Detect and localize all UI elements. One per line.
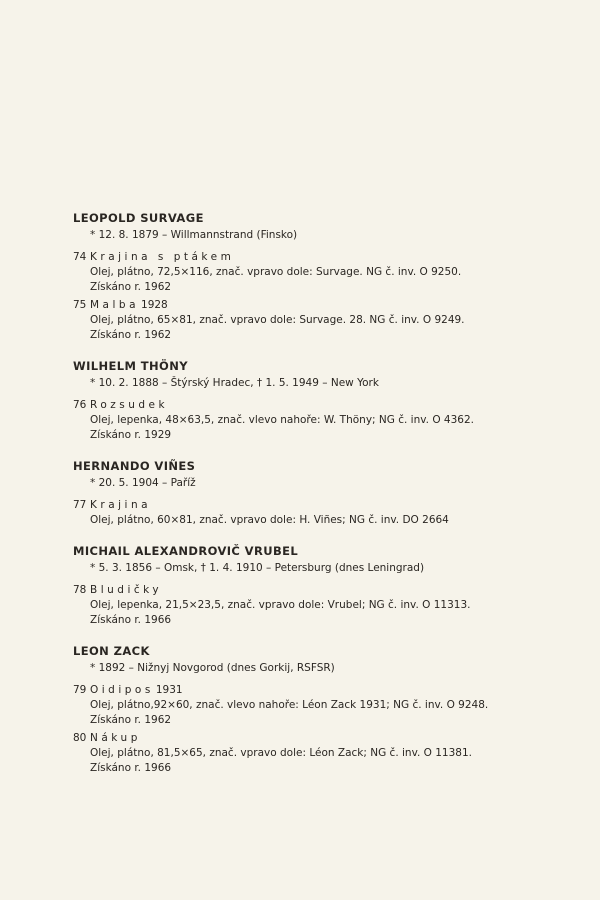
artwork-details (73, 746, 573, 776)
artwork-heading (73, 498, 573, 513)
artist-name: WILHELM THÖNY (73, 359, 188, 373)
artist-entry (73, 643, 573, 776)
artwork-heading (73, 583, 573, 598)
catalog-number: 79 (73, 684, 87, 696)
artwork-entry (73, 583, 573, 628)
acquisition-year: Získáno r. 1962 (90, 281, 172, 293)
acquisition-year: Získáno r. 1966 (90, 762, 172, 774)
artwork-title: Krajina s ptákem (90, 251, 235, 263)
medium-and-inventory: Olej, plátno,92×60, znač. vlevo nahoře: Léon Zack 1931; NG č. inv. O 9248. (90, 699, 489, 711)
catalog-number: 75 (73, 299, 87, 311)
medium-and-inventory: Olej, lepenka, 21,5×23,5, znač. vpravo dole: Vrubel; NG č. inv. O 11313. (90, 599, 471, 611)
artist-name: MICHAIL ALEXANDROVIČ VRUBEL (73, 544, 299, 558)
artwork-details (73, 513, 573, 528)
artwork-entry (73, 250, 573, 295)
artwork-heading (73, 731, 573, 746)
acquisition-year: Získáno r. 1966 (90, 614, 172, 626)
artist-biography: * 12. 8. 1879 – Willmannstrand (Finsko) (90, 229, 298, 241)
artist-entry (73, 358, 573, 443)
catalog-number: 74 (73, 251, 87, 263)
acquisition-year: Získáno r. 1929 (90, 429, 172, 441)
artwork-year: 1931 (155, 684, 183, 696)
artwork-title: Malba (90, 299, 140, 311)
artwork-details (73, 413, 573, 443)
artwork-title: Nákup (90, 732, 141, 744)
artist-biography: * 20. 5. 1904 – Paříž (90, 477, 196, 489)
catalog-number: 78 (73, 584, 87, 596)
catalog-number: 80 (73, 732, 87, 744)
medium-and-inventory: Olej, plátno, 60×81, znač. vpravo dole: H. Viñes; NG č. inv. DO 2664 (90, 514, 449, 526)
artist-name: LEOPOLD SURVAGE (73, 211, 204, 225)
artist-entry (73, 458, 573, 528)
acquisition-year: Získáno r. 1962 (90, 714, 172, 726)
medium-and-inventory: Olej, plátno, 81,5×65, znač. vpravo dole: Léon Zack; NG č. inv. O 11381. (90, 747, 472, 759)
artwork-entry (73, 731, 573, 776)
artwork-heading (73, 298, 573, 313)
artist-biography: * 10. 2. 1888 – Štýrský Hradec, † 1. 5. 1949 – New York (90, 377, 379, 389)
artwork-entry (73, 683, 573, 728)
catalog-number: 77 (73, 499, 87, 511)
artwork-title: Krajina (90, 499, 152, 511)
artist-biography: * 1892 – Nižnyj Novgorod (dnes Gorkij, RSFSR) (90, 662, 335, 674)
artwork-entry (73, 398, 573, 443)
artwork-heading (73, 398, 573, 413)
medium-and-inventory: Olej, plátno, 65×81, znač. vpravo dole: Survage. 28. NG č. inv. O 9249. (90, 314, 465, 326)
artist-entry (73, 210, 573, 343)
acquisition-year: Získáno r. 1962 (90, 329, 172, 341)
medium-and-inventory: Olej, plátno, 72,5×116, znač. vpravo dole: Survage. NG č. inv. O 9250. (90, 266, 462, 278)
artwork-year: 1928 (141, 299, 168, 311)
artwork-title: Bludičky (90, 584, 163, 596)
artwork-entry (73, 498, 573, 528)
artist-name: HERNANDO VIÑES (73, 459, 196, 473)
artwork-heading (73, 683, 573, 698)
artwork-heading (73, 250, 573, 265)
artwork-details (73, 313, 573, 343)
artwork-entry (73, 298, 573, 343)
catalog-list (73, 210, 573, 791)
artwork-title: Oidipos (90, 684, 154, 696)
artwork-title: Rozsudek (90, 399, 169, 411)
artist-biography: * 5. 3. 1856 – Omsk, † 1. 4. 1910 – Petersburg (dnes Leningrad) (90, 562, 425, 574)
artwork-details (73, 265, 573, 295)
artwork-details (73, 598, 573, 628)
artist-name: LEON ZACK (73, 644, 150, 658)
medium-and-inventory: Olej, lepenka, 48×63,5, znač. vlevo nahoře: W. Thöny; NG č. inv. O 4362. (90, 414, 474, 426)
artwork-details (73, 698, 573, 728)
catalog-number: 76 (73, 399, 87, 411)
artist-entry (73, 543, 573, 628)
